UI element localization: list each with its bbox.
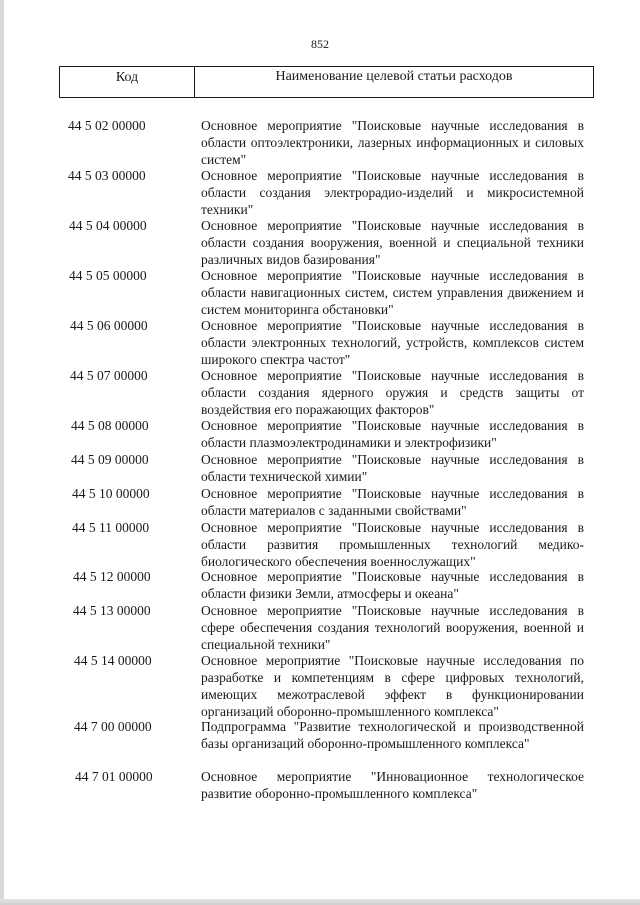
row-name: Основное мероприятие "Поисковые научные исследования в области создания ядерного оружия и средств защиты от воздействия его поражающих факторов" [201, 368, 584, 417]
table-row [0, 117, 640, 167]
row-name: Основное мероприятие "Поисковые научные исследования в области навигационных систем, систем управления движением и систем мониторинга обстановки" [201, 268, 584, 317]
row-name: Основное мероприятие "Поисковые научные исследования в сфере обеспечения создания технологий вооружения, военной и специальной техники" [201, 603, 584, 652]
row-code: 44 5 05 00000 [69, 268, 147, 283]
row-name: Основное мероприятие "Поисковые научные исследования в области электронных технологий, устройств, комплексов систем широкого спектра частот" [201, 318, 584, 367]
row-name: Основное мероприятие "Поисковые научные исследования в области материалов с заданными свойствами" [201, 486, 584, 518]
table-row [0, 217, 640, 267]
row-code: 44 5 14 00000 [74, 653, 152, 668]
row-name: Подпрограмма "Развитие технологической и производственной базы организаций оборонно-промышленного комплекса" [201, 719, 584, 751]
row-code: 44 5 08 00000 [71, 418, 149, 433]
row-name: Основное мероприятие "Поисковые научные исследования в области технической химии" [201, 452, 584, 484]
table-header [59, 66, 594, 98]
table-row [0, 485, 640, 519]
header-name-cell: Наименование целевой статьи расходов [275, 69, 513, 84]
table-row [0, 519, 640, 568]
row-name: Основное мероприятие "Поисковые научные исследования в области физики Земли, атмосферы и океана" [201, 569, 584, 601]
row-name: Основное мероприятие "Поисковые научные исследования в области оптоэлектроники, лазерных информационных и силовых систем" [201, 118, 584, 167]
row-name: Основное мероприятие "Поисковые научные исследования в области создания вооружения, военной и специальной техники различных видов базирования" [201, 218, 584, 267]
row-name: Основное мероприятие "Поисковые научные исследования в области развития промышленных технологий медико-биологического обеспечения военнослужащих" [201, 520, 584, 569]
row-name: Основное мероприятие "Поисковые научные исследования по разработке и компетенциям в сфере цифровых технологий, имеющих межотраслевой эффект в функционировании организаций оборонно-промышленного комплекса" [201, 653, 584, 719]
row-code: 44 5 10 00000 [72, 486, 150, 501]
table-row [0, 167, 640, 217]
table-row [0, 718, 640, 768]
table-row [0, 652, 640, 718]
table-row [0, 267, 640, 317]
row-code: 44 5 04 00000 [69, 218, 147, 233]
scan-bottom-edge [0, 899, 640, 905]
table-row [0, 451, 640, 485]
table-row [0, 367, 640, 417]
row-name: Основное мероприятие "Поисковые научные исследования в области создания электрорадио-изделий и микросистемной техники" [201, 168, 584, 217]
header-code-cell: Код [60, 67, 195, 97]
row-code: 44 5 07 00000 [70, 368, 148, 383]
row-code: 44 7 00 00000 [74, 719, 152, 734]
table-row [0, 417, 640, 451]
expense-items-list [0, 117, 640, 802]
row-code: 44 7 01 00000 [75, 769, 153, 784]
row-name: Основное мероприятие "Инновационное технологическое развитие оборонно-промышленного комплекса" [201, 769, 584, 801]
row-code: 44 5 13 00000 [73, 603, 151, 618]
row-code: 44 5 09 00000 [71, 452, 149, 467]
page-number: 852 [311, 37, 329, 51]
table-row [0, 768, 640, 802]
row-code: 44 5 06 00000 [70, 318, 148, 333]
row-code: 44 5 03 00000 [68, 168, 146, 183]
row-code: 44 5 12 00000 [73, 569, 151, 584]
table-row [0, 317, 640, 367]
row-code: 44 5 11 00000 [72, 520, 150, 535]
row-name: Основное мероприятие "Поисковые научные исследования в области плазмоэлектродинамики и электрофизики" [201, 418, 584, 450]
table-row [0, 568, 640, 602]
row-code: 44 5 02 00000 [68, 118, 146, 133]
table-row [0, 602, 640, 652]
